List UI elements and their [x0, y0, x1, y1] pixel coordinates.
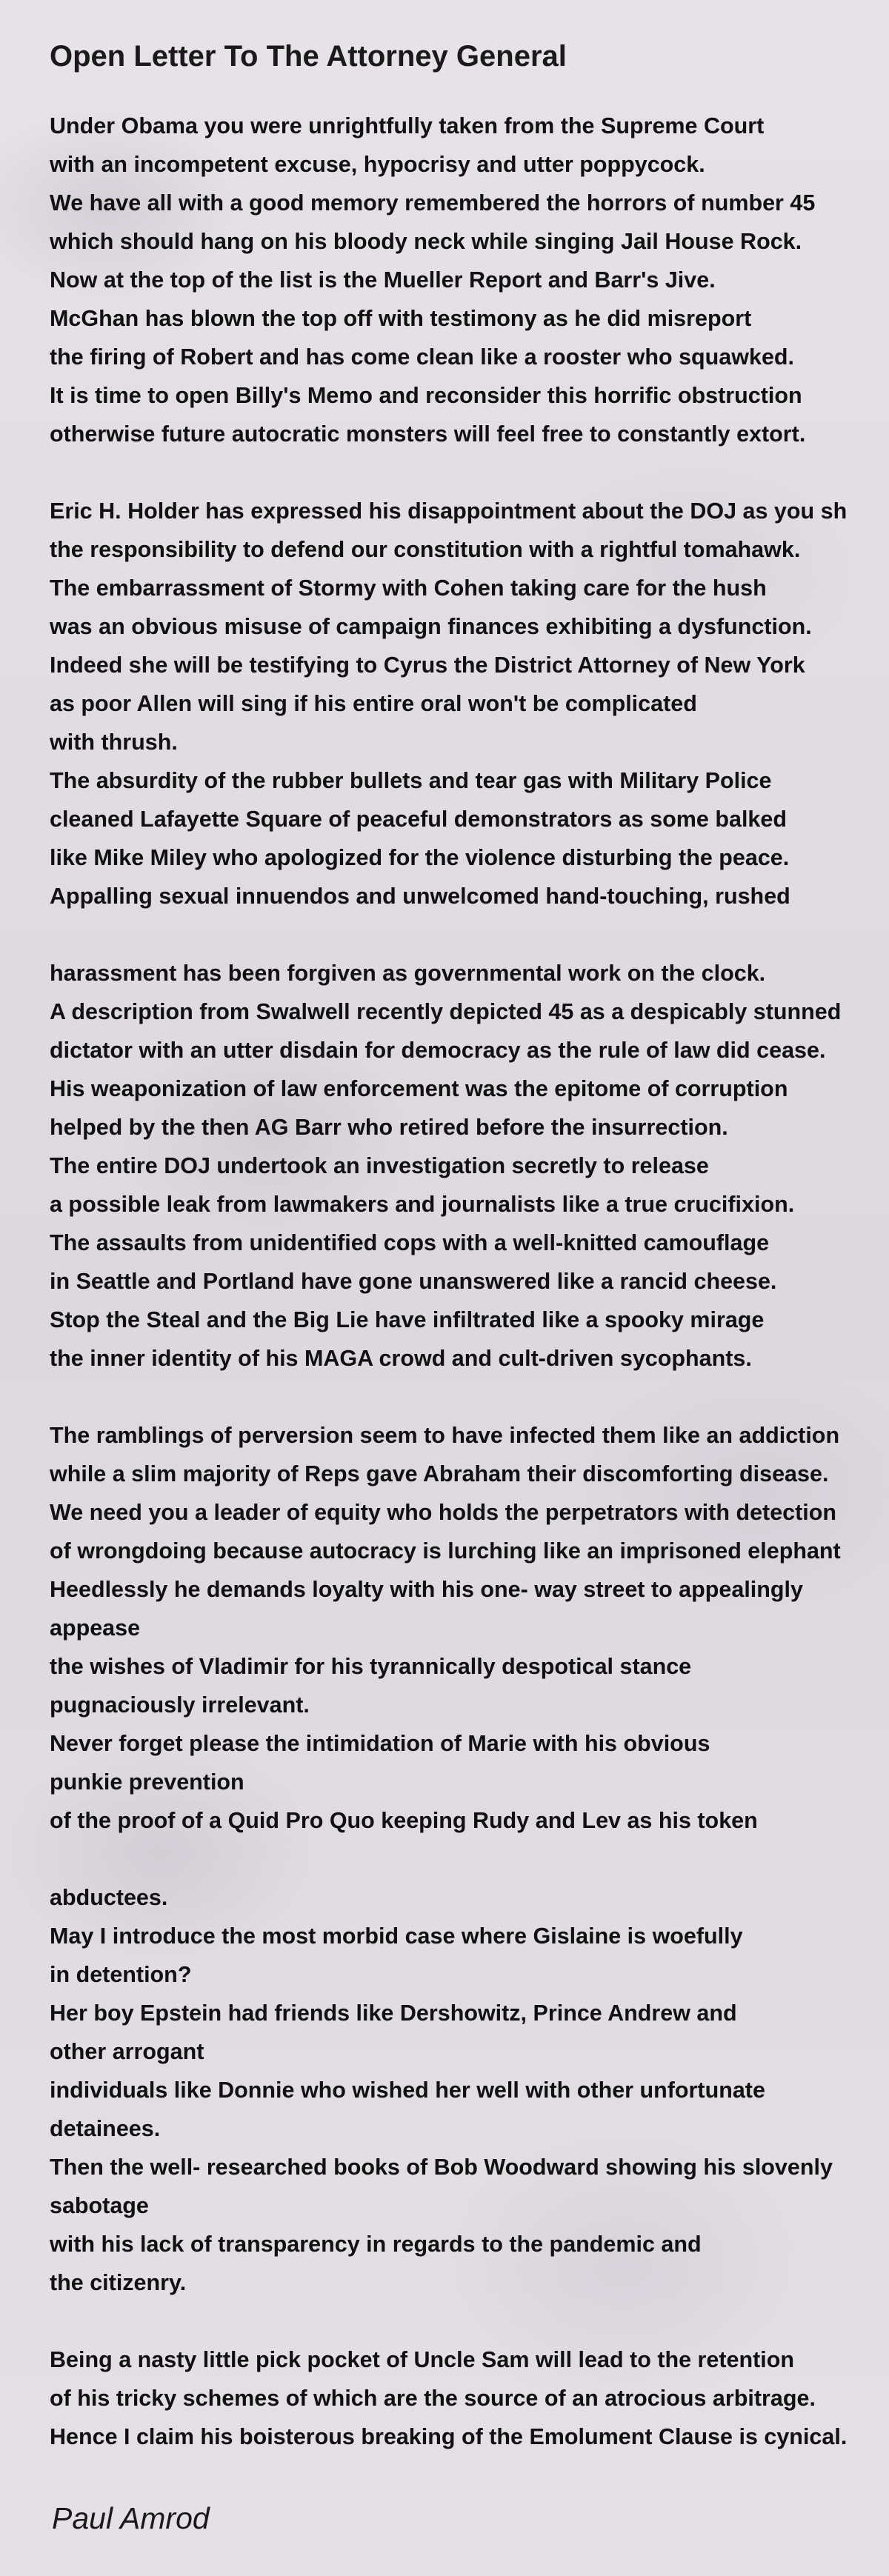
poem-line: We need you a leader of equity who holds the perpetrators with detection	[50, 1500, 837, 1525]
poem-line: abductees.	[50, 1885, 168, 1910]
poem-line: punkie prevention	[50, 1769, 244, 1795]
poem-line: The assaults from unidentified cops with a well-knitted camouflage	[50, 1230, 770, 1255]
poem-line: Her boy Epstein had friends like Dershowitz, Prince Andrew and	[50, 2001, 737, 2026]
poem-line: The absurdity of the rubber bullets and tear gas with Military Police	[50, 768, 772, 793]
poem-line: the firing of Robert and has come clean like a rooster who squawked.	[50, 344, 795, 370]
poem-line: which should hang on his bloody neck while singing Jail House Rock.	[50, 229, 802, 254]
poem-line: McGhan has blown the top off with testimony as he did misreport	[50, 306, 752, 331]
poem-line: Heedlessly he demands loyalty with his one- way street to appealingly	[50, 1577, 803, 1602]
poem-line: helped by the then AG Barr who retired before the insurrection.	[50, 1115, 728, 1140]
poem-line: was an obvious misuse of campaign finances exhibiting a dysfunction.	[50, 614, 812, 639]
poem-line: with an incompetent excuse, hypocrisy and utter poppycock.	[50, 152, 705, 177]
poem-line: while a slim majority of Reps gave Abraham their discomforting disease.	[50, 1461, 829, 1486]
poem-line: of the proof of a Quid Pro Quo keeping Rudy and Lev as his token	[50, 1808, 758, 1833]
poem-line: appease	[50, 1615, 141, 1641]
poem-line: Indeed she will be testifying to Cyrus the District Attorney of New York	[50, 653, 805, 678]
poem-line: Stop the Steal and the Big Lie have infiltrated like a spooky mirage	[50, 1307, 765, 1332]
poem-line: Appalling sexual innuendos and unwelcomed hand-touching, rushed	[50, 884, 790, 909]
poem-line: in detention?	[50, 1962, 192, 1987]
poem-line: of wrongdoing because autocracy is lurching like an imprisoned elephant	[50, 1538, 841, 1564]
stanza-break	[50, 915, 889, 954]
poem-line: otherwise future autocratic monsters will feel free to constantly extort.	[50, 421, 806, 447]
poem-line: other arrogant	[50, 2039, 204, 2064]
poem-body	[50, 107, 889, 2456]
stanza-break	[50, 1378, 889, 1416]
poem-line: Under Obama you were unrightfully taken from the Supreme Court	[50, 113, 765, 139]
poem-line: dictator with an utter disdain for democracy as the rule of law did cease.	[50, 1038, 826, 1063]
poem-line: of his tricky schemes of which are the source of an atrocious arbitrage.	[50, 2386, 816, 2411]
poem-line: May I introduce the most morbid case where Gislaine is woefully	[50, 1923, 743, 1949]
poem-line: the citizenry.	[50, 2270, 187, 2295]
stanza-break	[50, 1840, 889, 1878]
poem-line: with thrush.	[50, 730, 178, 755]
poem-line: It is time to open Billy's Memo and reconsider this horrific obstruction	[50, 383, 802, 408]
stanza-break	[50, 453, 889, 492]
poem-line: Never forget please the intimidation of Marie with his obvious	[50, 1731, 710, 1756]
poem-line: Being a nasty little pick pocket of Uncle Sam will lead to the retention	[50, 2347, 795, 2372]
poem-line: a possible leak from lawmakers and journalists like a true crucifixion.	[50, 1192, 795, 1217]
poem-line: Now at the top of the list is the Mueller Report and Barr's Jive.	[50, 267, 716, 293]
poem-line: the responsibility to defend our constitution with a rightful tomahawk.	[50, 537, 801, 562]
poem-line: A description from Swalwell recently depicted 45 as a despicably stunned	[50, 999, 842, 1024]
poem-line: Eric H. Holder has expressed his disappointment about the DOJ as you sh	[50, 498, 848, 524]
poem-line: the wishes of Vladimir for his tyrannically despotical stance	[50, 1654, 692, 1679]
poem-line: with his lack of transparency in regards to the pandemic and	[50, 2232, 702, 2257]
poem-line: as poor Allen will sing if his entire oral won't be complicated	[50, 691, 697, 716]
poem-line: cleaned Lafayette Square of peaceful demonstrators as some balked	[50, 807, 787, 832]
poem-author: Paul Amrod	[52, 2501, 210, 2535]
poem-line: We have all with a good memory remembered the horrors of number 45	[50, 190, 816, 216]
poem-line: the inner identity of his MAGA crowd and cult-driven sycophants.	[50, 1346, 752, 1371]
poem-line: Hence I claim his boisterous breaking of the Emolument Clause is cynical.	[50, 2424, 848, 2449]
poem-line: like Mike Miley who apologized for the violence disturbing the peace.	[50, 845, 790, 870]
poem-line: harassment has been forgiven as governmental work on the clock.	[50, 961, 766, 986]
poem-line: The ramblings of perversion seem to have infected them like an addiction	[50, 1423, 840, 1448]
poem-line: individuals like Donnie who wished her well with other unfortunate	[50, 2078, 765, 2103]
poem-line: pugnaciously irrelevant.	[50, 1692, 310, 1718]
stanza-break	[50, 2302, 889, 2340]
poem-line: Then the well- researched books of Bob Woodward showing his slovenly	[50, 2155, 833, 2180]
poem-line: The embarrassment of Stormy with Cohen taking care for the hush	[50, 575, 767, 601]
poem-line: in Seattle and Portland have gone unanswered like a rancid cheese.	[50, 1269, 777, 1294]
poem-line: detainees.	[50, 2116, 161, 2141]
poem-line: The entire DOJ undertook an investigation secretly to release	[50, 1153, 709, 1178]
poem-line: sabotage	[50, 2193, 149, 2218]
poem-title: Open Letter To The Attorney General	[50, 40, 567, 73]
poem-line: His weaponization of law enforcement was the epitome of corruption	[50, 1076, 788, 1101]
